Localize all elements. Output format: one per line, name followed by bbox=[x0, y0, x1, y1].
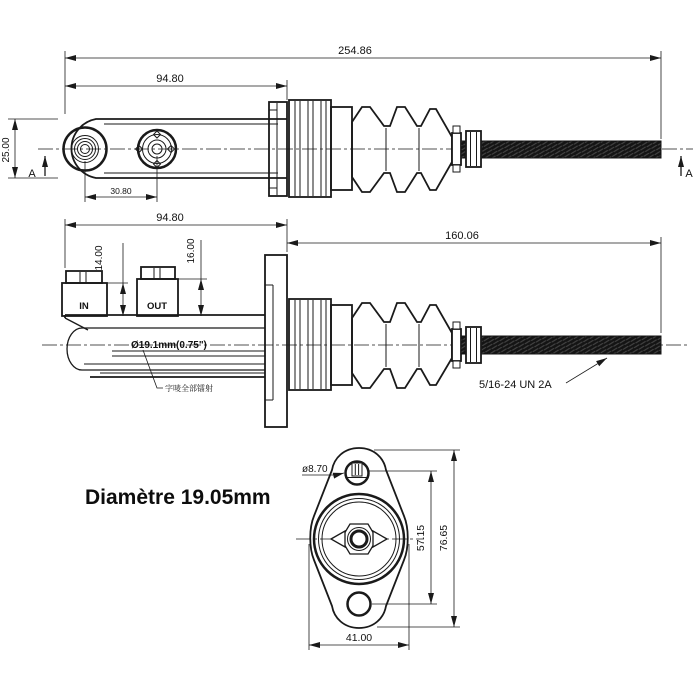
dim-in-port-height-label: 14.00 bbox=[94, 245, 105, 271]
rod-nut-section bbox=[466, 327, 481, 363]
dim-body-length-section-label: 94.80 bbox=[156, 212, 184, 224]
dim-flange-width-label: 41.00 bbox=[345, 632, 373, 644]
section-label-left: A bbox=[28, 168, 36, 180]
section-label-right: A bbox=[685, 168, 693, 180]
dim-flange-height-label: 76.65 bbox=[438, 524, 450, 552]
dim-out-port-height-label: 16.00 bbox=[186, 238, 197, 264]
dim-assembly-length-label: 160.06 bbox=[445, 230, 479, 242]
dim-hole-spacing-label: 57.15 bbox=[415, 524, 427, 552]
dim-hole-diameter-label: ø8.70 bbox=[302, 464, 328, 475]
thread-spec-label: 5/16-24 UN 2A bbox=[479, 379, 552, 391]
dim-body-length-label: 94.80 bbox=[156, 73, 184, 85]
dim-overall-length-label: 254.86 bbox=[338, 45, 372, 57]
threaded-rod-top bbox=[461, 141, 661, 158]
dim-port-spacing-label: 30.80 bbox=[110, 186, 132, 196]
diameter-caption: Diamètre 19.05mm bbox=[85, 486, 271, 509]
engraving-note: 字唛全部镭射 bbox=[165, 384, 213, 393]
inlet-port-label: IN bbox=[79, 301, 89, 312]
threaded-rod-section bbox=[461, 336, 661, 354]
dim-body-height-label: 25.00 bbox=[1, 137, 12, 163]
outlet-port-label: OUT bbox=[146, 301, 168, 312]
bore-label: Ø19.1mm(0.75") bbox=[131, 340, 207, 351]
rod-nut-top bbox=[466, 131, 481, 167]
